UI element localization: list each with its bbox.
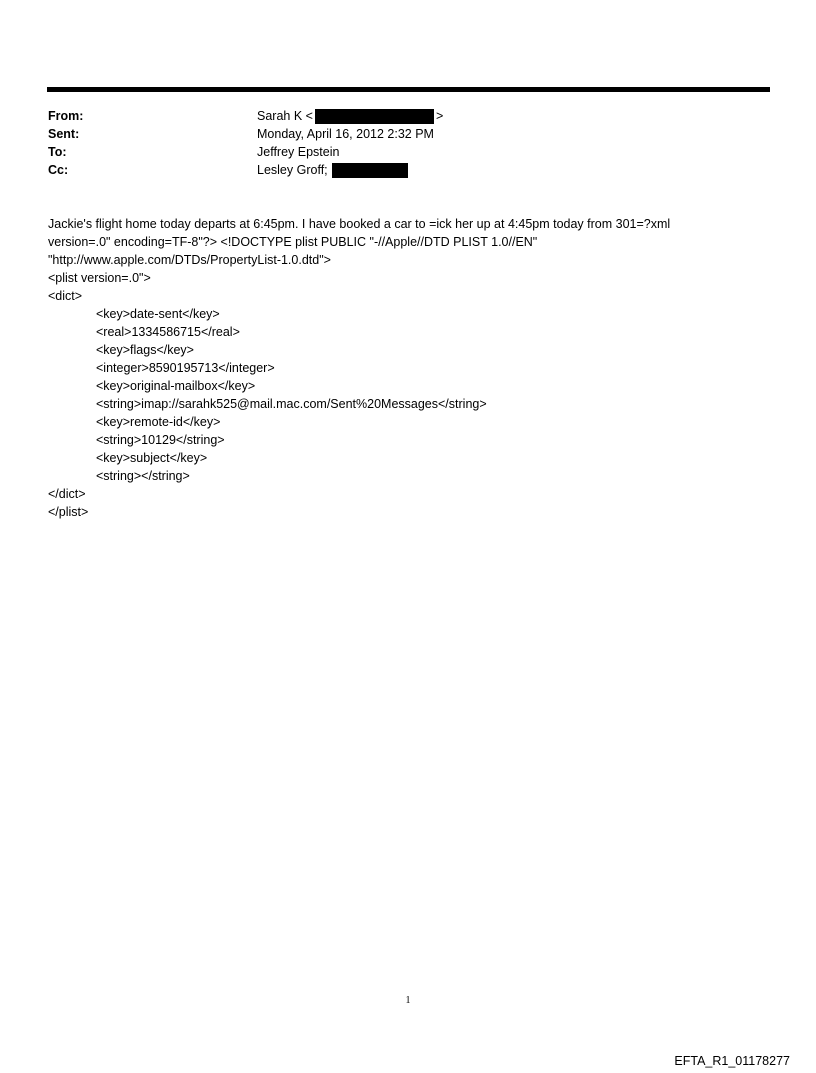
- cc-name: Lesley Groff;: [257, 163, 328, 177]
- dict-line: <key>subject</key>: [96, 451, 208, 465]
- dict-line: <integer>8590195713</integer>: [96, 361, 275, 375]
- body-line: version=.0" encoding=TF-8"?> <!DOCTYPE plist PUBLIC "-//Apple//DTD PLIST 1.0//EN": [48, 235, 538, 249]
- cc-value: [257, 161, 408, 179]
- page-number: 1: [405, 995, 411, 1006]
- from-name: Sarah K <: [257, 109, 313, 123]
- cc-label: Cc:: [48, 163, 69, 177]
- from-close-bracket: >: [435, 109, 444, 123]
- header-divider: [47, 87, 770, 92]
- to-row: [48, 143, 748, 161]
- body-line: <dict>: [48, 289, 83, 303]
- dict-line: <string>10129</string>: [96, 433, 225, 447]
- closing-line: </plist>: [48, 505, 89, 519]
- dict-line: <string></string>: [96, 469, 190, 483]
- dict-line: <real>1334586715</real>: [96, 325, 240, 339]
- to-label: To:: [48, 145, 67, 159]
- from-label: From:: [48, 109, 84, 123]
- body-line: <plist version=.0">: [48, 271, 151, 285]
- redacted-cc-block: [332, 163, 408, 178]
- body-line: "http://www.apple.com/DTDs/PropertyList-1.0.dtd">: [48, 253, 331, 267]
- from-row: [48, 107, 748, 125]
- closing-line: </dict>: [48, 487, 86, 501]
- sent-row: [48, 125, 748, 143]
- to-value: Jeffrey Epstein: [257, 145, 340, 159]
- dict-line: <key>original-mailbox</key>: [96, 379, 256, 393]
- email-body: [48, 215, 768, 521]
- sent-value: Monday, April 16, 2012 2:32 PM: [257, 127, 434, 141]
- redacted-email-block: [315, 109, 434, 124]
- dict-line: <string>imap://sarahk525@mail.mac.com/Sent%20Messages</string>: [96, 397, 487, 411]
- cc-row: [48, 161, 748, 179]
- document-id: EFTA_R1_01178277: [674, 1054, 790, 1068]
- dict-line: <key>remote-id</key>: [96, 415, 221, 429]
- body-line: Jackie's flight home today departs at 6:45pm. I have booked a car to =ick her up at 4:45pm today from 301=?xml: [48, 217, 671, 231]
- dict-line: <key>date-sent</key>: [96, 307, 220, 321]
- sent-label: Sent:: [48, 127, 80, 141]
- email-header: [48, 107, 748, 179]
- from-value: [257, 107, 443, 125]
- dict-line: <key>flags</key>: [96, 343, 194, 357]
